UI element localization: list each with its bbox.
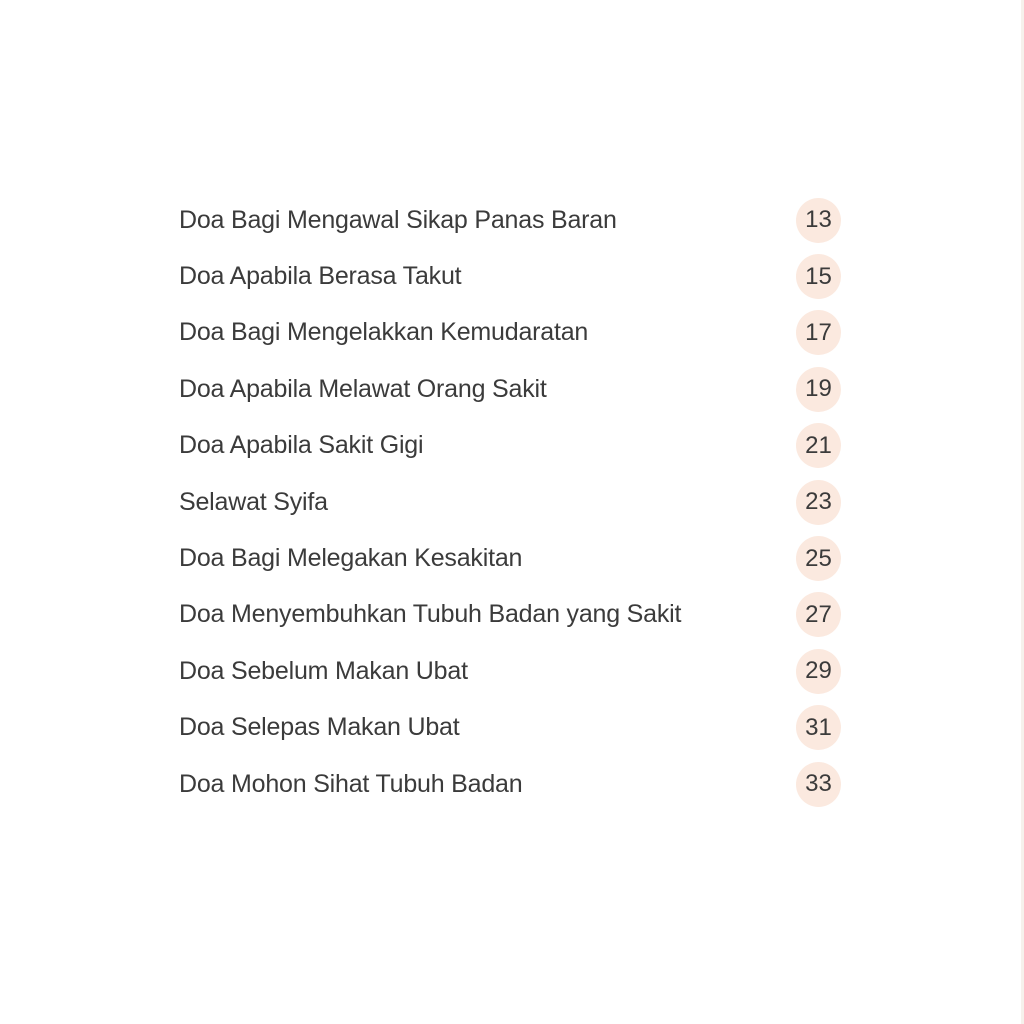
page-number-badge: 21 [796, 423, 841, 468]
toc-entry[interactable] [179, 361, 843, 417]
page-number-badge: 15 [796, 254, 841, 299]
page-number-badge: 29 [796, 649, 841, 694]
toc-entry[interactable] [179, 418, 843, 474]
toc-entry-title: Doa Apabila Sakit Gigi [179, 431, 424, 460]
toc-entry[interactable] [179, 643, 843, 699]
toc-entry-title: Selawat Syifa [179, 487, 328, 516]
toc-entry-title: Doa Apabila Melawat Orang Sakit [179, 374, 547, 403]
page-number-badge: 19 [796, 367, 841, 412]
toc-entry[interactable] [179, 248, 843, 304]
toc-entry-title: Doa Sebelum Makan Ubat [179, 656, 468, 685]
toc-entry-title: Doa Menyembuhkan Tubuh Badan yang Sakit [179, 600, 682, 629]
page-number-badge: 31 [796, 705, 841, 750]
page-number-badge: 23 [796, 480, 841, 525]
toc-entry[interactable] [179, 192, 843, 248]
toc-entry-title: Doa Selepas Makan Ubat [179, 713, 460, 742]
toc-entry-title: Doa Bagi Mengelakkan Kemudaratan [179, 318, 589, 347]
toc-entry[interactable] [179, 530, 843, 586]
toc-entry[interactable] [179, 756, 843, 812]
table-of-contents [179, 192, 843, 812]
toc-entry-title: Doa Bagi Melegakan Kesakitan [179, 544, 523, 573]
page-number-badge: 25 [796, 536, 841, 581]
toc-entry[interactable] [179, 474, 843, 530]
toc-entry-title: Doa Bagi Mengawal Sikap Panas Baran [179, 205, 617, 234]
toc-entry-title: Doa Apabila Berasa Takut [179, 262, 462, 291]
page-number-badge: 13 [796, 198, 841, 243]
toc-entry[interactable] [179, 305, 843, 361]
toc-entry-title: Doa Mohon Sihat Tubuh Badan [179, 769, 523, 798]
page-number-badge: 17 [796, 310, 841, 355]
page-number-badge: 27 [796, 592, 841, 637]
page-number-badge: 33 [796, 762, 841, 807]
toc-entry[interactable] [179, 700, 843, 756]
toc-entry[interactable] [179, 587, 843, 643]
